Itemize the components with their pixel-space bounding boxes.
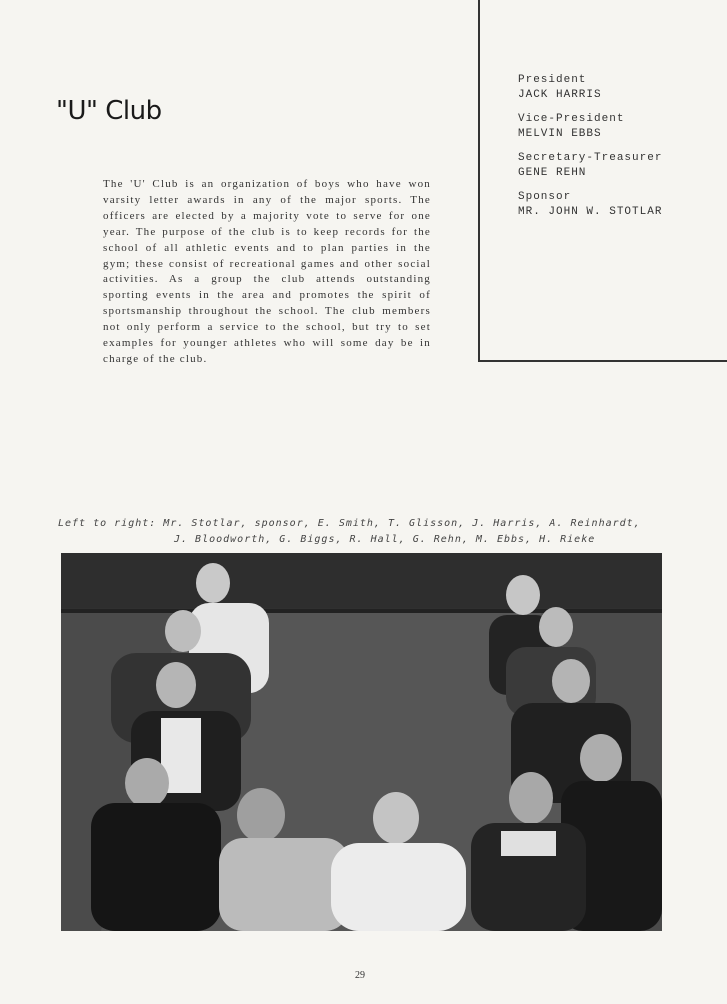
page-number: 29 [355, 970, 365, 981]
photo-caption [58, 516, 674, 548]
officer-name-president: JACK HARRIS [518, 89, 602, 101]
caption-line-2: J. Bloodworth, G. Biggs, R. Hall, G. Rehn, M. Ebbs, H. Rieke [174, 534, 596, 545]
caption-line-1: Left to right: Mr. Stotlar, sponsor, E. Smith, T. Glisson, J. Harris, A. Reinhardt, [58, 518, 641, 529]
page-title: "U" Club [56, 96, 162, 126]
officer-name-secretary-treasurer: GENE REHN [518, 167, 587, 179]
officer-list [518, 73, 723, 220]
officer-role-sponsor: Sponsor [518, 191, 572, 203]
officer-name-vice-president: MELVIN EBBS [518, 128, 602, 140]
officer-name-sponsor: MR. JOHN W. STOTLAR [518, 206, 663, 218]
officer-role-secretary-treasurer: Secretary-Treasurer [518, 152, 663, 164]
club-description: The 'U' Club is an organization of boys who have won varsity letter awards in any of the major sports. The officers are elected by a majority vote to serve for one year. The purpose of the club is to keep records for the school of all athletic events and to plan parties in the gym; these consist of recreational games and other social activities. As a group the club attends outstanding sporting events in the area and promotes the spirit of sportsmanship throughout the school. The club members not only perform a service to the school, but try to set examples for younger athletes who will some day be in charge of the club. [103, 178, 431, 365]
group-photo [61, 553, 662, 931]
group-photo-illustration [61, 553, 662, 931]
officer-role-president: President [518, 74, 587, 86]
officer-role-vice-president: Vice-President [518, 113, 625, 125]
